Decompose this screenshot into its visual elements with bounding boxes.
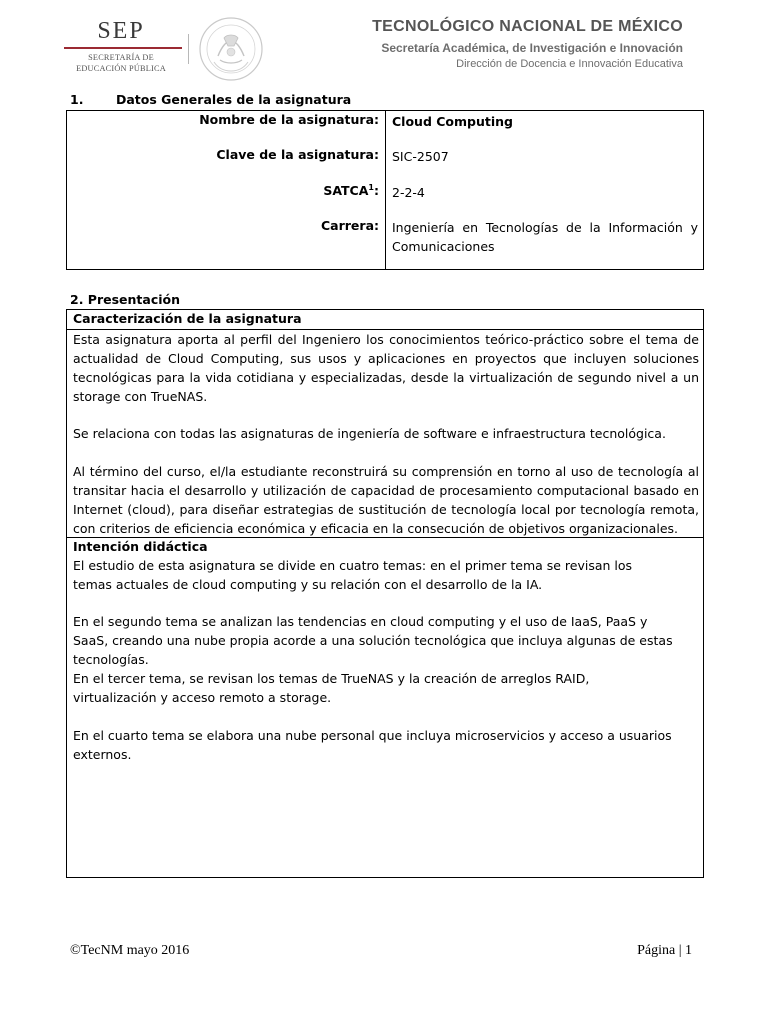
didactic-paragraph-3: En el tercer tema, se revisan los temas de TrueNAS y la creación de arreglos RAID, virtualización y acceso remoto a storage.	[73, 671, 590, 705]
institution-header	[372, 18, 683, 70]
header-divider	[188, 34, 189, 64]
satca-label-text: SATCA	[323, 183, 369, 198]
general-data-table	[66, 110, 704, 270]
career-label: Carrera:	[320, 218, 379, 233]
section2-heading: 2. Presentación	[70, 292, 181, 307]
satca-footnote-mark: 1	[368, 182, 374, 192]
career-value: Ingeniería en Tecnologías de la Información y Comunicaciones	[392, 220, 698, 254]
subject-code-label: Clave de la asignatura:	[216, 147, 379, 162]
footer-copyright: ©TecNM mayo 2016	[70, 943, 190, 958]
direction-name: Dirección de Docencia e Innovación Educativa	[456, 58, 683, 70]
section1-heading	[70, 92, 351, 107]
characterization-paragraph-2: Se relaciona con todas las asignaturas de ingeniería de software e infraestructura tecnológica.	[73, 426, 666, 441]
characterization-title: Caracterización de la asignatura	[73, 311, 302, 326]
subject-name-label: Nombre de la asignatura:	[199, 112, 379, 127]
didactic-section-rule	[67, 537, 703, 538]
sep-logo-subtitle-line2: EDUCACIÓN PÚBLICA	[76, 64, 166, 73]
presentation-box	[66, 309, 704, 878]
didactic-paragraph-2: En el segundo tema se analizan las tendencias en cloud computing y el uso de IaaS, PaaS y SaaS, creando una nube propia acorde a una solución tecnológica que incluya algunas de estas tecnologías.	[73, 614, 673, 667]
satca-value: 2-2-4	[392, 185, 425, 200]
didactic-paragraph-1: El estudio de esta asignatura se divide en cuatro temas: en el primer tema se revisan los temas actuales de cloud computing y su relación con el desarrollo de la IA.	[73, 558, 633, 592]
sep-logo-text: SEP	[97, 18, 145, 44]
table-column-divider	[385, 111, 386, 269]
characterization-paragraph-3: Al término del curso, el/la estudiante reconstruirá su comprensión en torno al uso de tecnología al transitar hacia el desarrollo y utilización de capacidad de procesamiento computacional basado en Internet (cloud), para diseñar estrategias de sustitución de tecnología local por tecnología remota, con criterios de eficiencia económica y eficacia en la consecución de objetivos organizacionales.	[73, 464, 699, 536]
didactic-title: Intención didáctica	[73, 539, 208, 554]
satca-label-colon: :	[374, 183, 379, 198]
subject-name-value: Cloud Computing	[392, 114, 513, 129]
section1-title: Datos Generales de la asignatura	[116, 92, 352, 107]
sep-logo-rule	[64, 47, 182, 49]
footer-page-number: Página | 1	[637, 943, 692, 958]
sep-logo-subtitle-line1: SECRETARÍA DE	[88, 53, 154, 62]
sep-logo-subtitle	[62, 52, 180, 74]
didactic-paragraph-4: En el cuarto tema se elabora una nube personal que incluya microservicios y acceso a usuarios externos.	[73, 728, 672, 762]
institution-name: TECNOLÓGICO NACIONAL DE MÉXICO	[372, 18, 683, 35]
mexico-seal-icon	[198, 16, 264, 82]
section1-number: 1.	[70, 92, 84, 107]
satca-label	[323, 183, 379, 198]
subject-code-value: SIC-2507	[392, 149, 449, 164]
secretariat-name: Secretaría Académica, de Investigación e Innovación	[381, 41, 683, 55]
characterization-paragraph-1: Esta asignatura aporta al perfil del Ingeniero los conocimientos teórico-práctico sobre el tema de actualidad de Cloud Computing, sus usos y aplicaciones en proyectos que incluyen soluciones tecnológicas para la vida cotidiana y especializadas, desde la virtualización de segundo nivel a un storage con TrueNAS.	[73, 332, 699, 404]
sep-logo	[62, 14, 190, 80]
